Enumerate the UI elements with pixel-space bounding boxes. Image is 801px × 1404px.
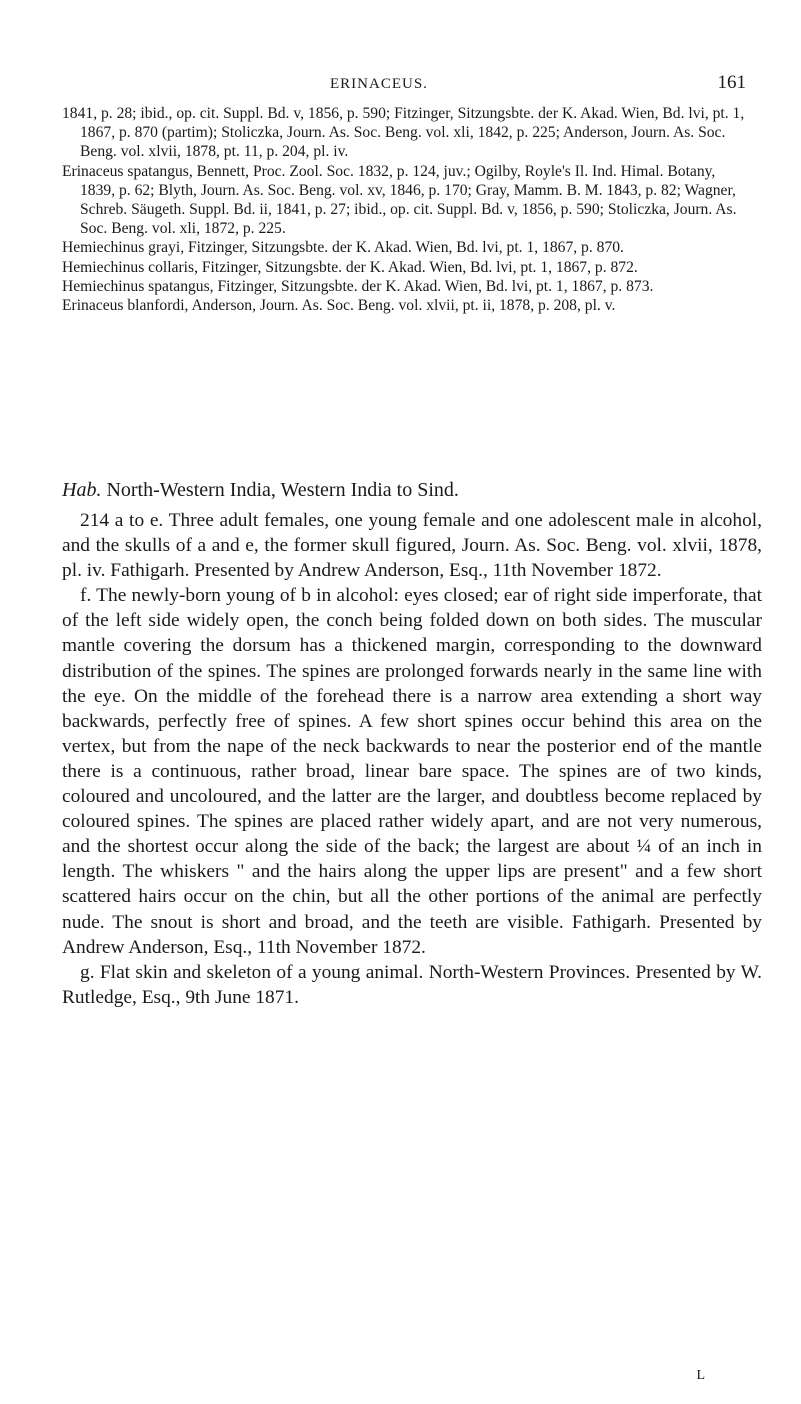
habitat-label: Hab. bbox=[62, 479, 102, 501]
page-number: 161 bbox=[717, 72, 746, 93]
specimen-paragraph: 214 a to e. Three adult females, one young female and one adolescent male in alcohol, and the skulls of a and e, the former skull figured, Journ. As. Soc. Beng. vol. xlvii, 1878, pl. iv. Fathigarh. Presented by Andrew Anderson, Esq., 11th November 1872. bbox=[62, 510, 762, 582]
reference-entry: 1841, p. 28; ibid., op. cit. Suppl. Bd. v, 1856, p. 590; Fitzinger, Sitzungsbte. der K. Akad. Wien, Bd. lvi, pt. 1, 1867, p. 870 (partim); Stoliczka, Journ. As. Soc. Beng. vol. xli, 1842, p. 225; Anderson, Journ. As. Soc. Beng. vol. xlvii, 1878, pt. 11, p. 204, pl. iv. bbox=[62, 105, 745, 161]
running-title: ERINACEUS. bbox=[330, 76, 428, 92]
habitat-text: North-Western India, Western India to Sind. bbox=[106, 479, 459, 501]
specimen-paragraph: g. Flat skin and skeleton of a young animal. North-Western Provinces. Presented by W. Rutledge, Esq., 9th June 1871. bbox=[62, 961, 762, 1008]
specimen-descriptions bbox=[62, 508, 762, 1010]
reference-entry: Erinaceus blanfordi, Anderson, Journ. As. Soc. Beng. vol. xlvii, pt. ii, 1878, p. 208, pl. v. bbox=[62, 297, 616, 315]
reference-entry: Hemiechinus grayi, Fitzinger, Sitzungsbte. der K. Akad. Wien, Bd. lvi, pt. 1, 1867, p. 870. bbox=[62, 239, 624, 257]
reference-entry: Erinaceus spatangus, Bennett, Proc. Zool. Soc. 1832, p. 124, juv.; Ogilby, Royle's Il. Ind. Himal. Botany, 1839, p. 62; Blyth, Journ. As. Soc. Beng. vol. xv, 1846, p. 170; Gray, Mamm. B. M. 1843, p. 82; Wagner, Schreb. Säugeth. Suppl. Bd. ii, 1841, p. 27; ibid., op. cit. Suppl. Bd. v, 1856, p. 590; Stoliczka, Journ. As. Soc. Beng. vol. xli, 1872, p. 225. bbox=[62, 162, 737, 238]
specimen-paragraph: f. The newly-born young of b in alcohol: eyes closed; ear of right side imperforate, that of the left side widely open, the conch being folded down on both sides. The muscular mantle covering the dorsum has a thickened margin, corresponding to the downward distribution of the spines. The spines are prolonged forwards nearly in the same line with the eye. On the middle of the forehead there is a narrow area extending a short way backwards, perfectly free of spines. A few short spines occur behind this area on the vertex, but from the nape of the neck backwards to near the posterior end of the mantle there is a continuous, rather broad, linear bare space. The spines are of two kinds, coloured and uncoloured, and the latter are the larger, and doubtless become replaced by coloured spines. The spines are placed rather widely apart, and are not very numerous, and the shortest occur along the side of the back; the largest are about ¼ of an inch in length. The whiskers " and the hairs along the upper lips are present" and a few short scattered hairs occur on the chin, but all the other portions of the animal are perfectly nude. The snout is short and broad, and the teeth are visible. Fathigarh. Presented by Andrew Anderson, Esq., 11th November 1872. bbox=[62, 585, 762, 958]
signature-mark: L bbox=[696, 1368, 705, 1383]
synonymy-references bbox=[62, 104, 752, 315]
reference-entry: Hemiechinus collaris, Fitzinger, Sitzungsbte. der K. Akad. Wien, Bd. lvi, pt. 1, 1867, p. 872. bbox=[62, 258, 638, 276]
reference-entry: Hemiechinus spatangus, Fitzinger, Sitzungsbte. der K. Akad. Wien, Bd. lvi, pt. 1, 1867, p. 873. bbox=[62, 277, 654, 295]
habitat-heading bbox=[62, 478, 762, 502]
